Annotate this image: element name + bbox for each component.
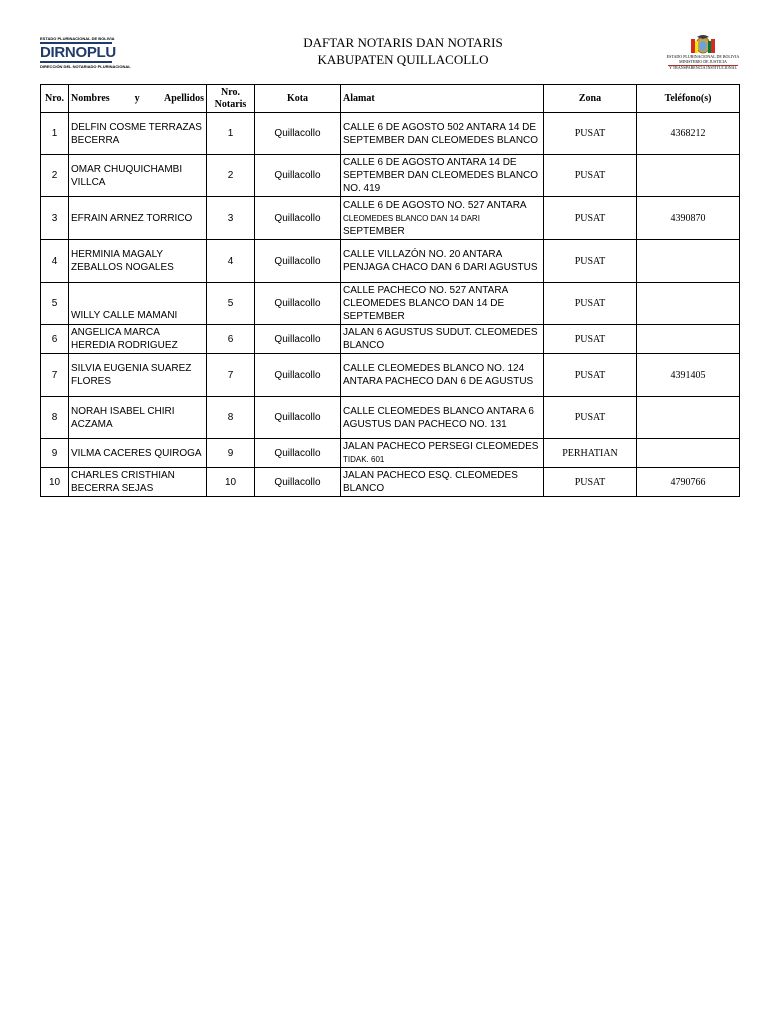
cell-kota: Quillacollo (255, 325, 341, 354)
table-row (41, 240, 740, 283)
cell-zona: PUSAT (544, 113, 637, 155)
ministry-line-2: MINISTERIO DE JUSTICIA (679, 58, 727, 64)
cell-notaris: 9 (207, 439, 255, 468)
cell-nro: 7 (41, 354, 69, 397)
table-row (41, 468, 740, 497)
cell-nro: 3 (41, 197, 69, 240)
cell-alamat: CALLE CLEOMEDES BLANCO NO. 124 ANTARA PACHECO DAN 6 DE AGUSTUS (341, 354, 544, 397)
cell-notaris: 5 (207, 283, 255, 325)
cell-alamat: JALAN PACHECO ESQ. CLEOMEDES BLANCO (341, 468, 544, 497)
cell-telefono (637, 240, 740, 283)
cell-telefono: 4391405 (637, 354, 740, 397)
cell-zona: PUSAT (544, 155, 637, 197)
cell-kota: Quillacollo (255, 397, 341, 439)
cell-telefono (637, 325, 740, 354)
table-row (41, 397, 740, 439)
cell-telefono (637, 439, 740, 468)
alamat-small-text: CLEOMEDES BLANCO DAN 14 DARI (343, 213, 480, 223)
header-kota: Kota (255, 85, 341, 113)
cell-nro: 9 (41, 439, 69, 468)
dirnoplu-logo (40, 36, 131, 70)
cell-kota: Quillacollo (255, 155, 341, 197)
cell-kota: Quillacollo (255, 468, 341, 497)
cell-telefono: 4390870 (637, 197, 740, 240)
table-row (41, 439, 740, 468)
cell-notaris: 2 (207, 155, 255, 197)
cell-zona: PUSAT (544, 468, 637, 497)
cell-nro: 2 (41, 155, 69, 197)
cell-notaris: 8 (207, 397, 255, 439)
coat-of-arms-icon (688, 33, 718, 55)
cell-zona: PUSAT (544, 354, 637, 397)
table-row (41, 283, 740, 325)
cell-name: NORAH ISABEL CHIRI ACZAMA (69, 397, 207, 439)
cell-alamat: CALLE PACHECO NO. 527 ANTARA CLEOMEDES BLANCO DAN 14 DE SEPTEMBER (341, 283, 544, 325)
cell-telefono (637, 283, 740, 325)
notaris-table (40, 84, 740, 497)
cell-kota: Quillacollo (255, 439, 341, 468)
cell-zona: PERHATIAN (544, 439, 637, 468)
document-title: DAFTAR NOTARIS DAN NOTARIS (303, 35, 503, 50)
cell-nro: 10 (41, 468, 69, 497)
alamat-tail-text: SEPTEMBER (343, 225, 405, 237)
logo-rule-bottom (40, 61, 112, 63)
cell-name: SILVIA EUGENIA SUAREZ FLORES (69, 354, 207, 397)
table-row (41, 155, 740, 197)
cell-name: OMAR CHUQUICHAMBI VILLCA (69, 155, 207, 197)
table-header-row (41, 85, 740, 113)
cell-telefono: 4790766 (637, 468, 740, 497)
cell-nro: 4 (41, 240, 69, 283)
cell-name: DELFIN COSME TERRAZAS BECERRA (69, 113, 207, 155)
cell-notaris: 3 (207, 197, 255, 240)
cell-alamat: CALLE 6 DE AGOSTO 502 ANTARA 14 DE SEPTEMBER DAN CLEOMEDES BLANCO (341, 113, 544, 155)
cell-nro: 6 (41, 325, 69, 354)
cell-alamat: CALLE 6 DE AGOSTO ANTARA 14 DE SEPTEMBER DAN CLEOMEDES BLANCO NO. 419 (341, 155, 544, 197)
header-nombres: Nombres y Apellidos (69, 85, 207, 113)
cell-nro: 8 (41, 397, 69, 439)
cell-name: EFRAIN ARNEZ TORRICO (69, 197, 207, 240)
cell-alamat: JALAN 6 AGUSTUS SUDUT. CLEOMEDES BLANCO (341, 325, 544, 354)
table-row (41, 197, 740, 240)
header-zona: Zona (544, 85, 637, 113)
logo-bottom-text: DIRECCIÓN DEL NOTARIADO PLURINACIONAL (40, 64, 131, 69)
ministry-line-3: Y TRANSPARENCIA INSTITUCIONAL (669, 65, 737, 71)
cell-name: VILMA CACERES QUIROGA (69, 439, 207, 468)
cell-alamat (341, 197, 544, 240)
ministry-line-1: ESTADO PLURINACIONAL DE BOLIVIA (666, 54, 740, 59)
cell-zona: PUSAT (544, 240, 637, 283)
cell-notaris: 6 (207, 325, 255, 354)
cell-zona: PUSAT (544, 325, 637, 354)
table-row (41, 354, 740, 397)
table-row (41, 113, 740, 155)
alamat-small-text: TIDAK. 601 (343, 455, 385, 464)
cell-alamat: CALLE CLEOMEDES BLANCO ANTARA 6 AGUSTUS DAN PACHECO NO. 131 (341, 397, 544, 439)
cell-zona: PUSAT (544, 283, 637, 325)
header-nro: Nro. (41, 85, 69, 113)
cell-notaris: 1 (207, 113, 255, 155)
cell-name: WILLY CALLE MAMANI (69, 283, 207, 325)
table-row (41, 325, 740, 354)
cell-name: HERMINIA MAGALY ZEBALLOS NOGALES (69, 240, 207, 283)
header-nro-notaris: Nro. Notaris (207, 85, 255, 113)
cell-zona: PUSAT (544, 197, 637, 240)
cell-notaris: 4 (207, 240, 255, 283)
cell-name: CHARLES CRISTHIAN BECERRA SEJAS (69, 468, 207, 497)
logo-brand: DIRNOPLU (40, 44, 116, 61)
cell-telefono (637, 397, 740, 439)
cell-kota: Quillacollo (255, 197, 341, 240)
cell-kota: Quillacollo (255, 354, 341, 397)
cell-name: ANGELICA MARCA HEREDIA RODRIGUEZ (69, 325, 207, 354)
cell-telefono (637, 155, 740, 197)
header-telefono: Teléfono(s) (637, 85, 740, 113)
alamat-text: CALLE 6 DE AGOSTO NO. 527 ANTARA (343, 199, 527, 211)
cell-telefono: 4368212 (637, 113, 740, 155)
cell-kota: Quillacollo (255, 113, 341, 155)
ministry-logo (664, 33, 742, 73)
logo-top-text: ESTADO PLURINACIONAL DE BOLIVIA (40, 36, 115, 41)
document-subtitle: KABUPATEN QUILLACOLLO (317, 52, 489, 67)
cell-nro: 5 (41, 283, 69, 325)
cell-alamat: CALLE VILLAZÓN NO. 20 ANTARA PENJAGA CHACO DAN 6 DARI AGUSTUS (341, 240, 544, 283)
alamat-text: JALAN PACHECO PERSEGI CLEOMEDES (343, 441, 539, 452)
cell-alamat (341, 439, 544, 468)
header-alamat: Alamat (341, 85, 544, 113)
cell-kota: Quillacollo (255, 240, 341, 283)
cell-zona: PUSAT (544, 397, 637, 439)
cell-notaris: 7 (207, 354, 255, 397)
cell-nro: 1 (41, 113, 69, 155)
cell-kota: Quillacollo (255, 283, 341, 325)
cell-notaris: 10 (207, 468, 255, 497)
